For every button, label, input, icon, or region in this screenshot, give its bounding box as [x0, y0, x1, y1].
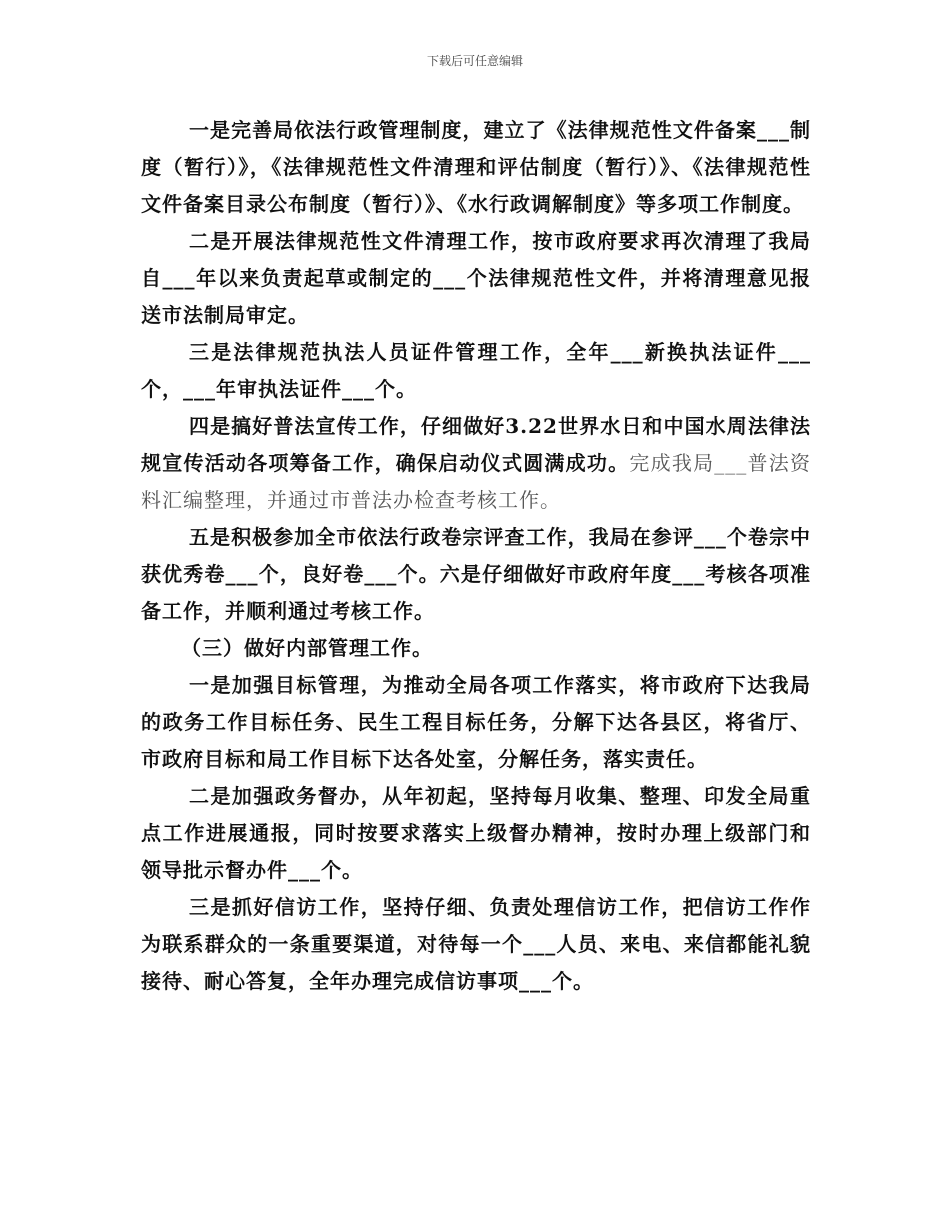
paragraph-6: 一是加强目标管理，为推动全局各项工作落实，将市政府下达我局的政务工作目标任务、民生工程目标任务，分解下达各县区，将省厅、市政府目标和局工作目标下达各处室，分解任务，落实责任。 — [141, 673, 811, 771]
paragraph-1: 一是完善局依法行政管理制度，建立了《法律规范性文件备案___制度（暂行）》，《法律规范性文件清理和评估制度（暂行）》、《法律规范性文件备案目录公布制度（暂行）》、《水行政调解制度》等多项工作制度。 — [141, 118, 811, 216]
paragraph-5: 五是积极参加全市依法行政卷宗评查工作，我局在参评___个卷宗中获优秀卷___个，良好卷___个。六是仔细做好市政府年度___考核各项准备工作，并顺利通过考核工作。 — [141, 525, 811, 623]
paragraph-2: 二是开展法律规范性文件清理工作，按市政府要求再次清理了我局自___年以来负责起草或制定的___个法律规范性文件，并将清理意见报送市法制局审定。 — [141, 229, 811, 327]
paragraph-4 — [141, 408, 811, 519]
paragraph-4-bold: 四是搞好普法宣传工作，仔细做好3.22世界水日和中国水周法律法规宣传活动各项筹备工作，确保启动仪式圆满成功。 — [141, 414, 811, 475]
document-body — [141, 112, 811, 1000]
paragraph-3: 三是法律规范执法人员证件管理工作，全年___新换执法证件___个，___年审执法证件___个。 — [141, 340, 811, 401]
section-heading: （三）做好内部管理工作。 — [181, 636, 433, 660]
paragraph-7: 二是加强政务督办，从年初起，坚持每月收集、整理、印发全局重点工作进展通报，同时按要求落实上级督办精神，按时办理上级部门和领导批示督办件___个。 — [141, 784, 811, 882]
paragraph-8: 三是抓好信访工作，坚持仔细、负责处理信访工作，把信访工作作为联系群众的一条重要渠道，对待每一个___人员、来电、来信都能礼貌接待、耐心答复，全年办理完成信访事项___个。 — [141, 895, 811, 993]
paragraph-4-light: 完成我局___普法资料汇编整理，并通过市普法办检查考核工作。 — [141, 451, 812, 512]
page-header: 下载后可任意编辑 — [426, 54, 523, 68]
